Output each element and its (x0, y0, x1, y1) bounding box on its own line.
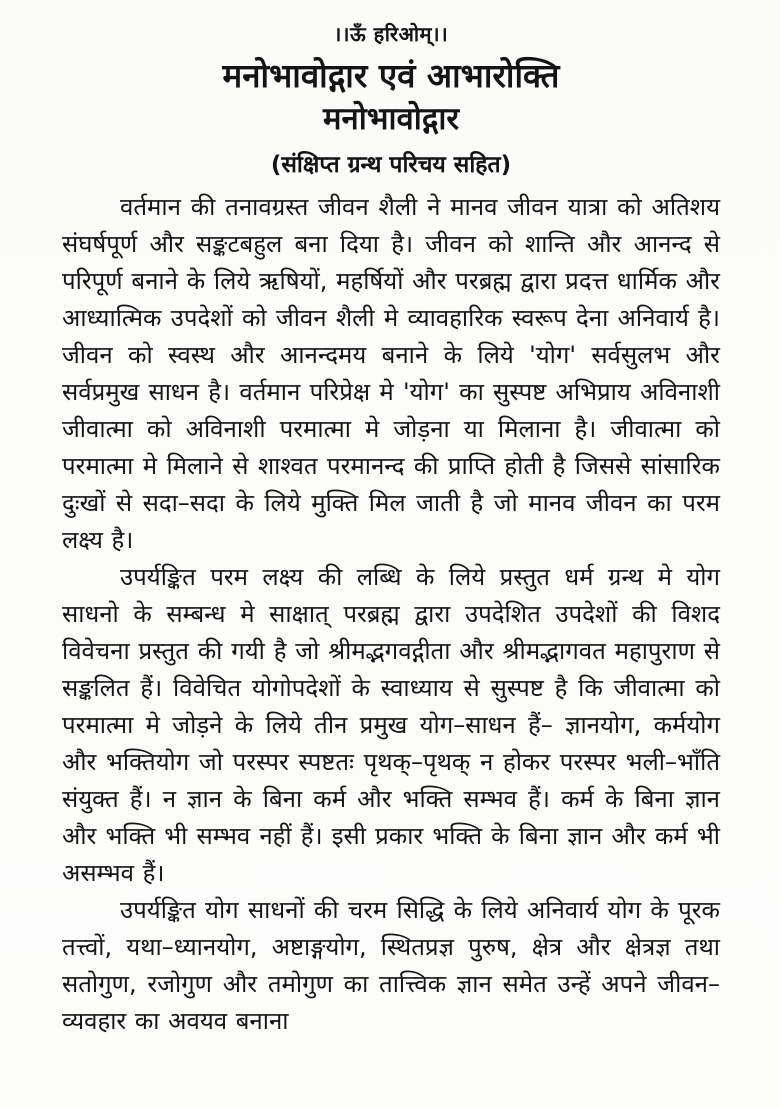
page-title: मनोभावोद्गार एवं आभारोक्ति (222, 56, 560, 95)
page-subtitle: मनोभावोद्गार (322, 100, 460, 137)
paragraph-2: उपर्यङ्कित परम लक्ष्य की लब्धि के लिये प्रस्तुत धर्म ग्रन्थ मे योग साधनो के सम्बन्ध मे साक्षात् परब्रह्म द्वारा उपदेशित उपदेशों की विशद विवेचना प्रस्तुत की गयी है जो श्रीमद्भगवद्गीता और श्रीमद्भागवत महापुराण से सङ्कलित हैं। विवेचित योगोपदेशों के स्वाध्याय से सुस्पष्ट है कि जीवात्मा को परमात्मा मे जोड़ने के लिये तीन प्रमुख योग–साधन हैं– ज्ञानयोग, कर्मयोग और भक्तियोग जो परस्पर स्पष्टतः पृथक्–पृथक् न होकर परस्पर भली–भाँति संयुक्त हैं। न ज्ञान के बिना कर्म और भक्ति सम्भव हैं। कर्म के बिना ज्ञान और भक्ति भी सम्भव नहीं हैं। इसी प्रकार भक्ति के बिना ज्ञान और कर्म भी असम्भव हैं। (62, 562, 720, 887)
body-text (62, 189, 720, 1040)
tagline: (संक्षिप्त ग्रन्थ परिचय सहित) (270, 151, 512, 178)
paragraph-3: उपर्यङ्कित योग साधनों की चरम सिद्धि के लिये अनिवार्य योग के पूरक तत्त्वों, यथा–ध्यानयोग, अष्टाङ्गयोग, स्थितप्रज्ञ पुरुष, क्षेत्र और क्षेत्रज्ञ तथा सतोगुण, रजोगुण और तमोगुण का तात्त्विक ज्ञान समेत उन्हें अपने जीवन–व्यवहार का अवयव बनाना (62, 895, 720, 1035)
invocation-line: ।।ऊँ हरिओम्।। (333, 22, 449, 46)
paragraph-1: वर्तमान की तनावग्रस्त जीवन शैली ने मानव जीवन यात्रा को अतिशय संघर्षपूर्ण और सङ्कटबहुल बना दिया है। जीवन को शान्ति और आनन्द से परिपूर्ण बनाने के लिये ऋषियों, महर्षियों और परब्रह्म द्वारा प्रदत्त धार्मिक और आध्यात्मिक उपदेशों को जीवन शैली मे व्यावहारिक स्वरूप देना अनिवार्य है। जीवन को स्वस्थ और आनन्दमय बनाने के लिये 'योग' सर्वसुलभ और सर्वप्रमुख साधन है। वर्तमान परिप्रेक्ष मे 'योग' का सुस्पष्ट अभिप्राय अविनाशी जीवात्मा को अविनाशी परमात्मा मे जोड़ना या मिलाना है। जीवात्मा को परमात्मा मे मिलाने से शाश्वत परमानन्द की प्राप्ति होती है जिससे सांसारिक दुःखों से सदा–सदा के लिये मुक्ति मिल जाती है जो मानव जीवन का परम लक्ष्य है। (62, 192, 720, 554)
